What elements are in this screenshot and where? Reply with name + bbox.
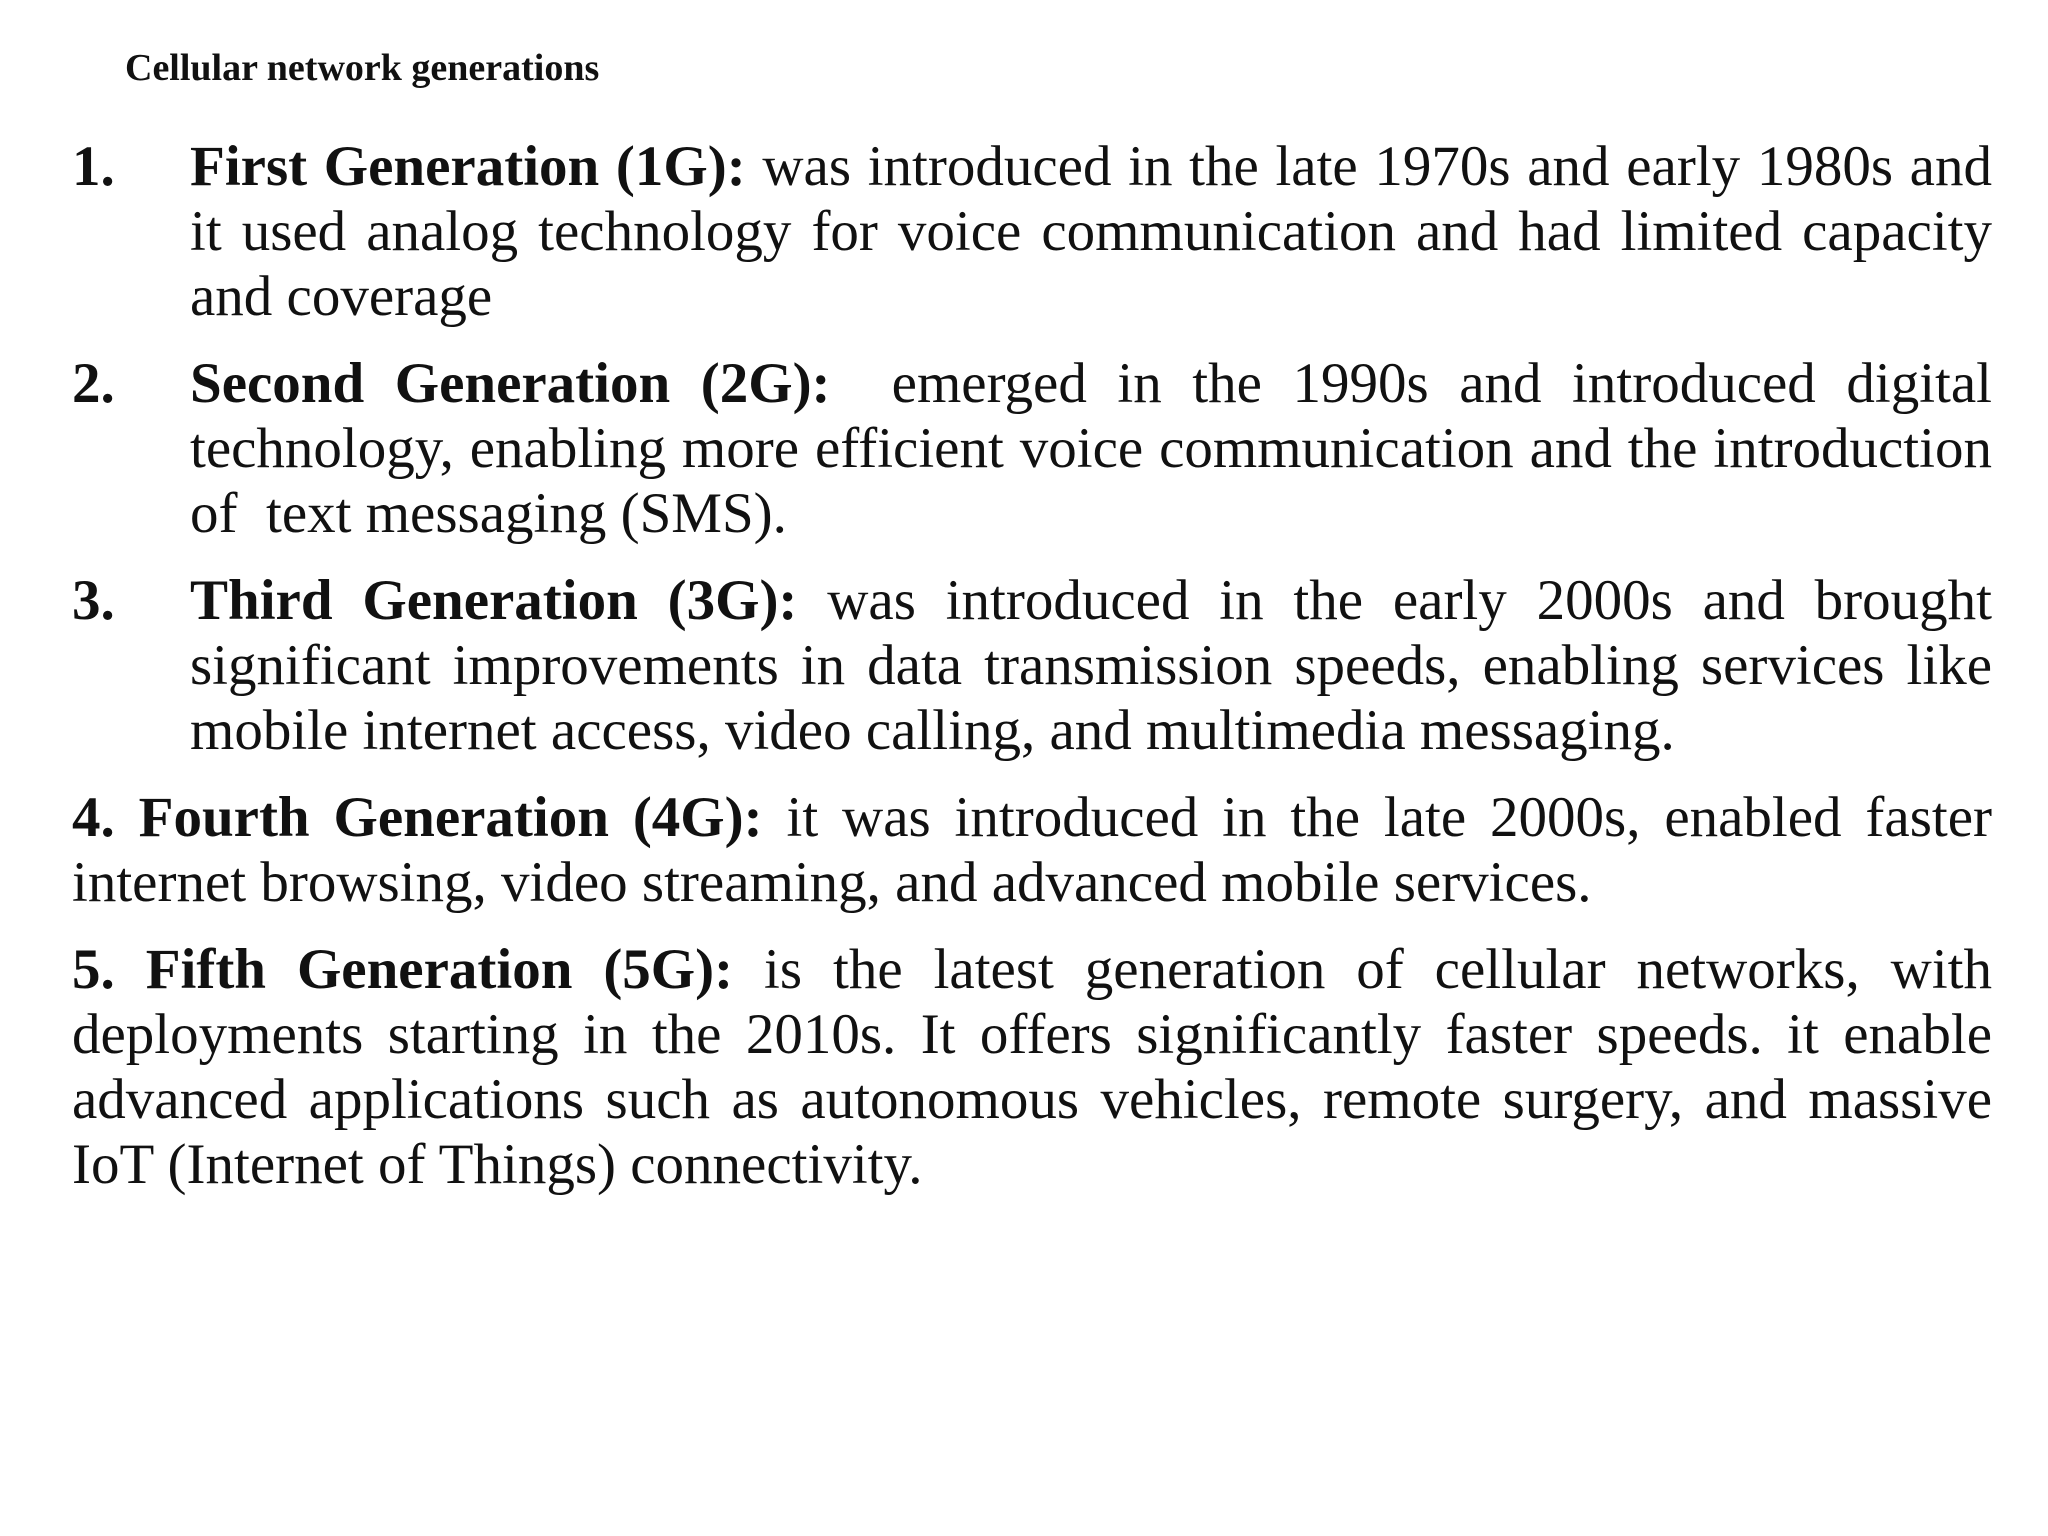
list-item-number: 2.	[72, 352, 115, 415]
list-item-text: emerged in the 1990s and introduced digital technology, enabling more efficient voice communication and the introduction of text messaging (SMS).	[190, 352, 2007, 545]
list-item-4g	[72, 785, 1992, 915]
list-item-5g	[72, 937, 1992, 1197]
list-item-heading: Second Generation (2G):	[190, 352, 831, 415]
list-item-text: was introduced in the late 1970s and early 1980s and it used analog technology for voice communication and had limited capacity and coverage	[190, 135, 1992, 328]
list-item-text: it was introduced in the late 2000s, enabled faster internet browsing, video streaming, and advanced mobile services.	[72, 786, 1993, 914]
list-item-3g	[72, 568, 1992, 763]
list-item-text: is the latest generation of cellular networks, with deployments starting in the 2010s. It offers significantly faster speeds. it enable advanced applications such as autonomous vehicles, remote surgery, and massive IoT (Internet of Things) connectivity.	[72, 938, 1992, 1196]
page-title: Cellular network generations	[125, 47, 600, 89]
list-item-1g	[72, 134, 1992, 329]
list-item-heading: Fourth Generation (4G):	[138, 786, 763, 849]
list-item-text: was introduced in the early 2000s and brought significant improvements in data transmission speeds, enabling services like mobile internet access, video calling, and multimedia messaging.	[190, 569, 1992, 762]
list-item-heading: Fifth Generation (5G):	[145, 938, 734, 1001]
list-item-number: 1.	[72, 135, 115, 198]
list-item-body	[190, 134, 1992, 329]
list-item-body	[190, 351, 2007, 546]
list-item-heading: First Generation (1G):	[190, 135, 746, 198]
list-item-number: 3.	[72, 569, 115, 632]
list-item-heading: Third Generation (3G):	[190, 569, 798, 632]
list-item-body	[190, 568, 1992, 763]
list-item-number: 5.	[72, 938, 115, 1001]
list-item-number: 4.	[72, 786, 115, 849]
generation-list	[72, 134, 2007, 1219]
list-item-2g	[72, 351, 2007, 546]
